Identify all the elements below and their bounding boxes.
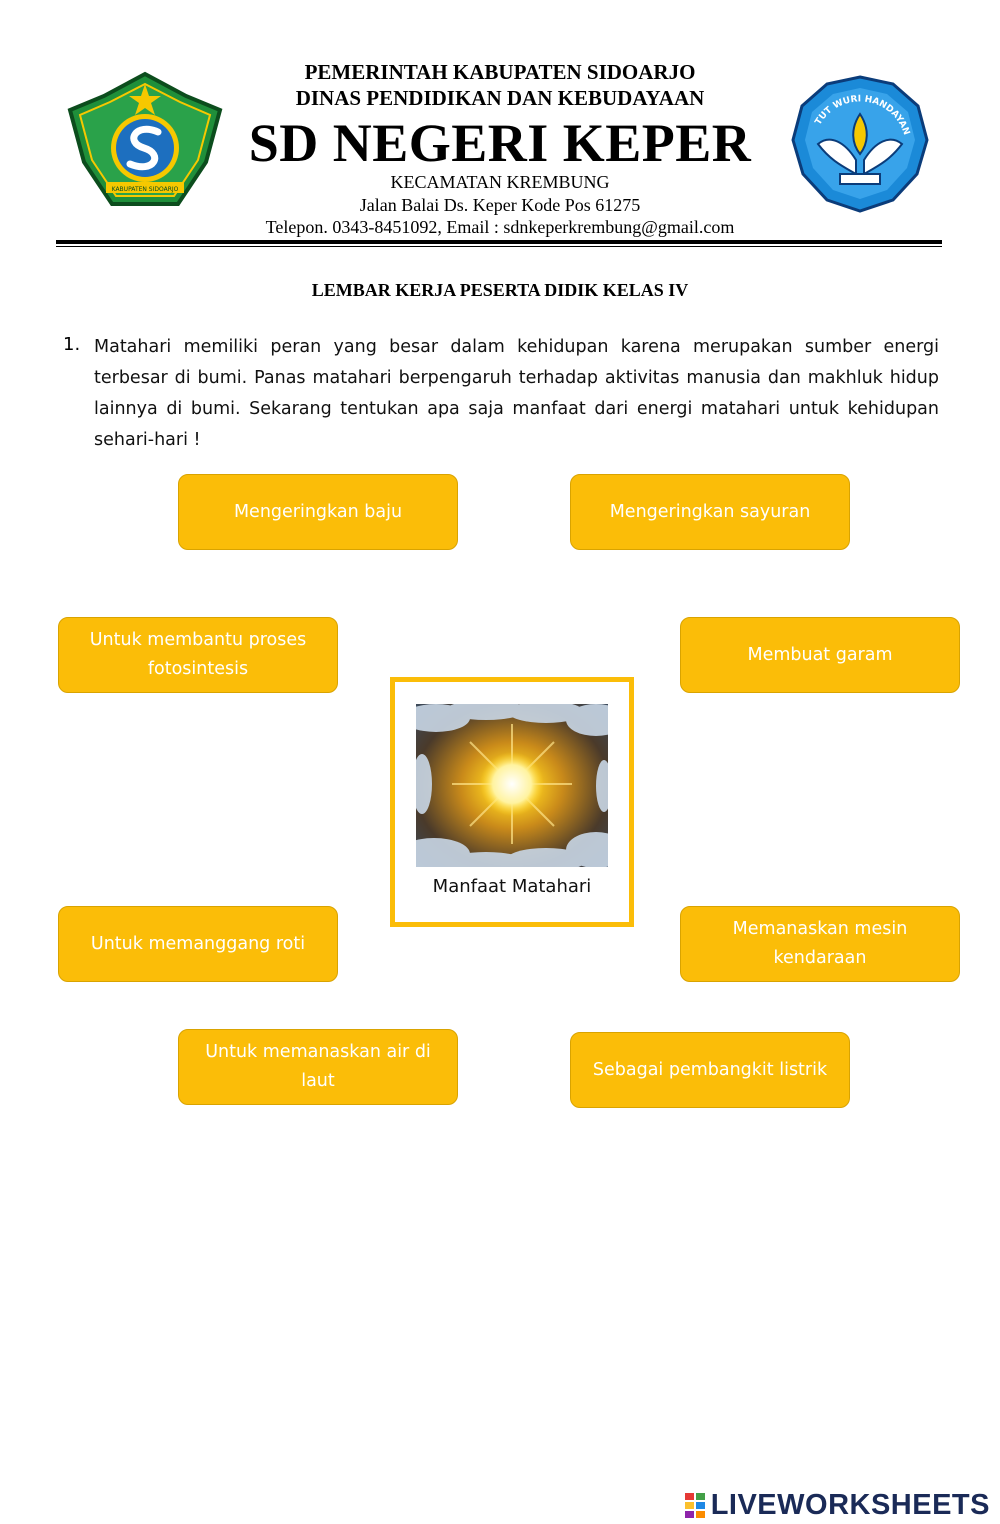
- school-name: SD NEGERI KEPER: [248, 113, 752, 173]
- government-name: PEMERINTAH KABUPATEN SIDOARJO: [304, 60, 696, 84]
- answer-card[interactable]: Membuat garam: [680, 617, 960, 693]
- answer-card[interactable]: Untuk memanaskan air di laut: [178, 1029, 458, 1105]
- header-rule-thick: [56, 240, 942, 244]
- answer-card[interactable]: Untuk membantu proses fotosintesis: [58, 617, 338, 693]
- answer-card[interactable]: Untuk memanggang roti: [58, 906, 338, 982]
- center-label: Manfaat Matahari: [432, 876, 592, 897]
- answer-card[interactable]: Sebagai pembangkit listrik: [570, 1032, 850, 1108]
- brand-text: LIVEWORKSHEETS: [710, 1489, 990, 1521]
- liveworksheets-icon: [685, 1493, 707, 1519]
- answer-card[interactable]: Memanaskan mesin kendaraan: [680, 906, 960, 982]
- department-name: DINAS PENDIDIKAN DAN KEBUDAYAAN: [295, 86, 705, 110]
- liveworksheets-brand[interactable]: [685, 1489, 990, 1522]
- answer-card[interactable]: Mengeringkan sayuran: [570, 474, 850, 550]
- center-box: [390, 677, 634, 927]
- district-name: KECAMATAN KREMBUNG: [390, 172, 610, 192]
- question-number: 1.: [63, 334, 81, 355]
- question-text: Matahari memiliki peran yang besar dalam kehidupan karena merupakan sumber energi terbesar di bumi. Panas matahari berpengaruh terhadap aktivitas manusia dan makhluk hidup lainnya di bumi. Sekarang tentukan apa saja manfaat dari energi matahari untuk kehidupan sehari-hari !: [94, 337, 939, 450]
- sun-image: [416, 704, 608, 867]
- header-rule-thin: [56, 246, 942, 247]
- sidoarjo-logo-text: KABUPATEN SIDOARJO: [111, 186, 179, 193]
- answer-card[interactable]: Mengeringkan baju: [178, 474, 458, 550]
- worksheet-title: LEMBAR KERJA PESERTA DIDIK KELAS IV: [311, 280, 689, 300]
- school-address: Jalan Balai Ds. Keper Kode Pos 61275: [359, 195, 641, 215]
- school-contact: Telepon. 0343-8451092, Email : sdnkeperkrembung@gmail.com: [265, 217, 735, 237]
- tut-wuri-handayani-text: TUT WURI HANDAYAN: [813, 94, 912, 137]
